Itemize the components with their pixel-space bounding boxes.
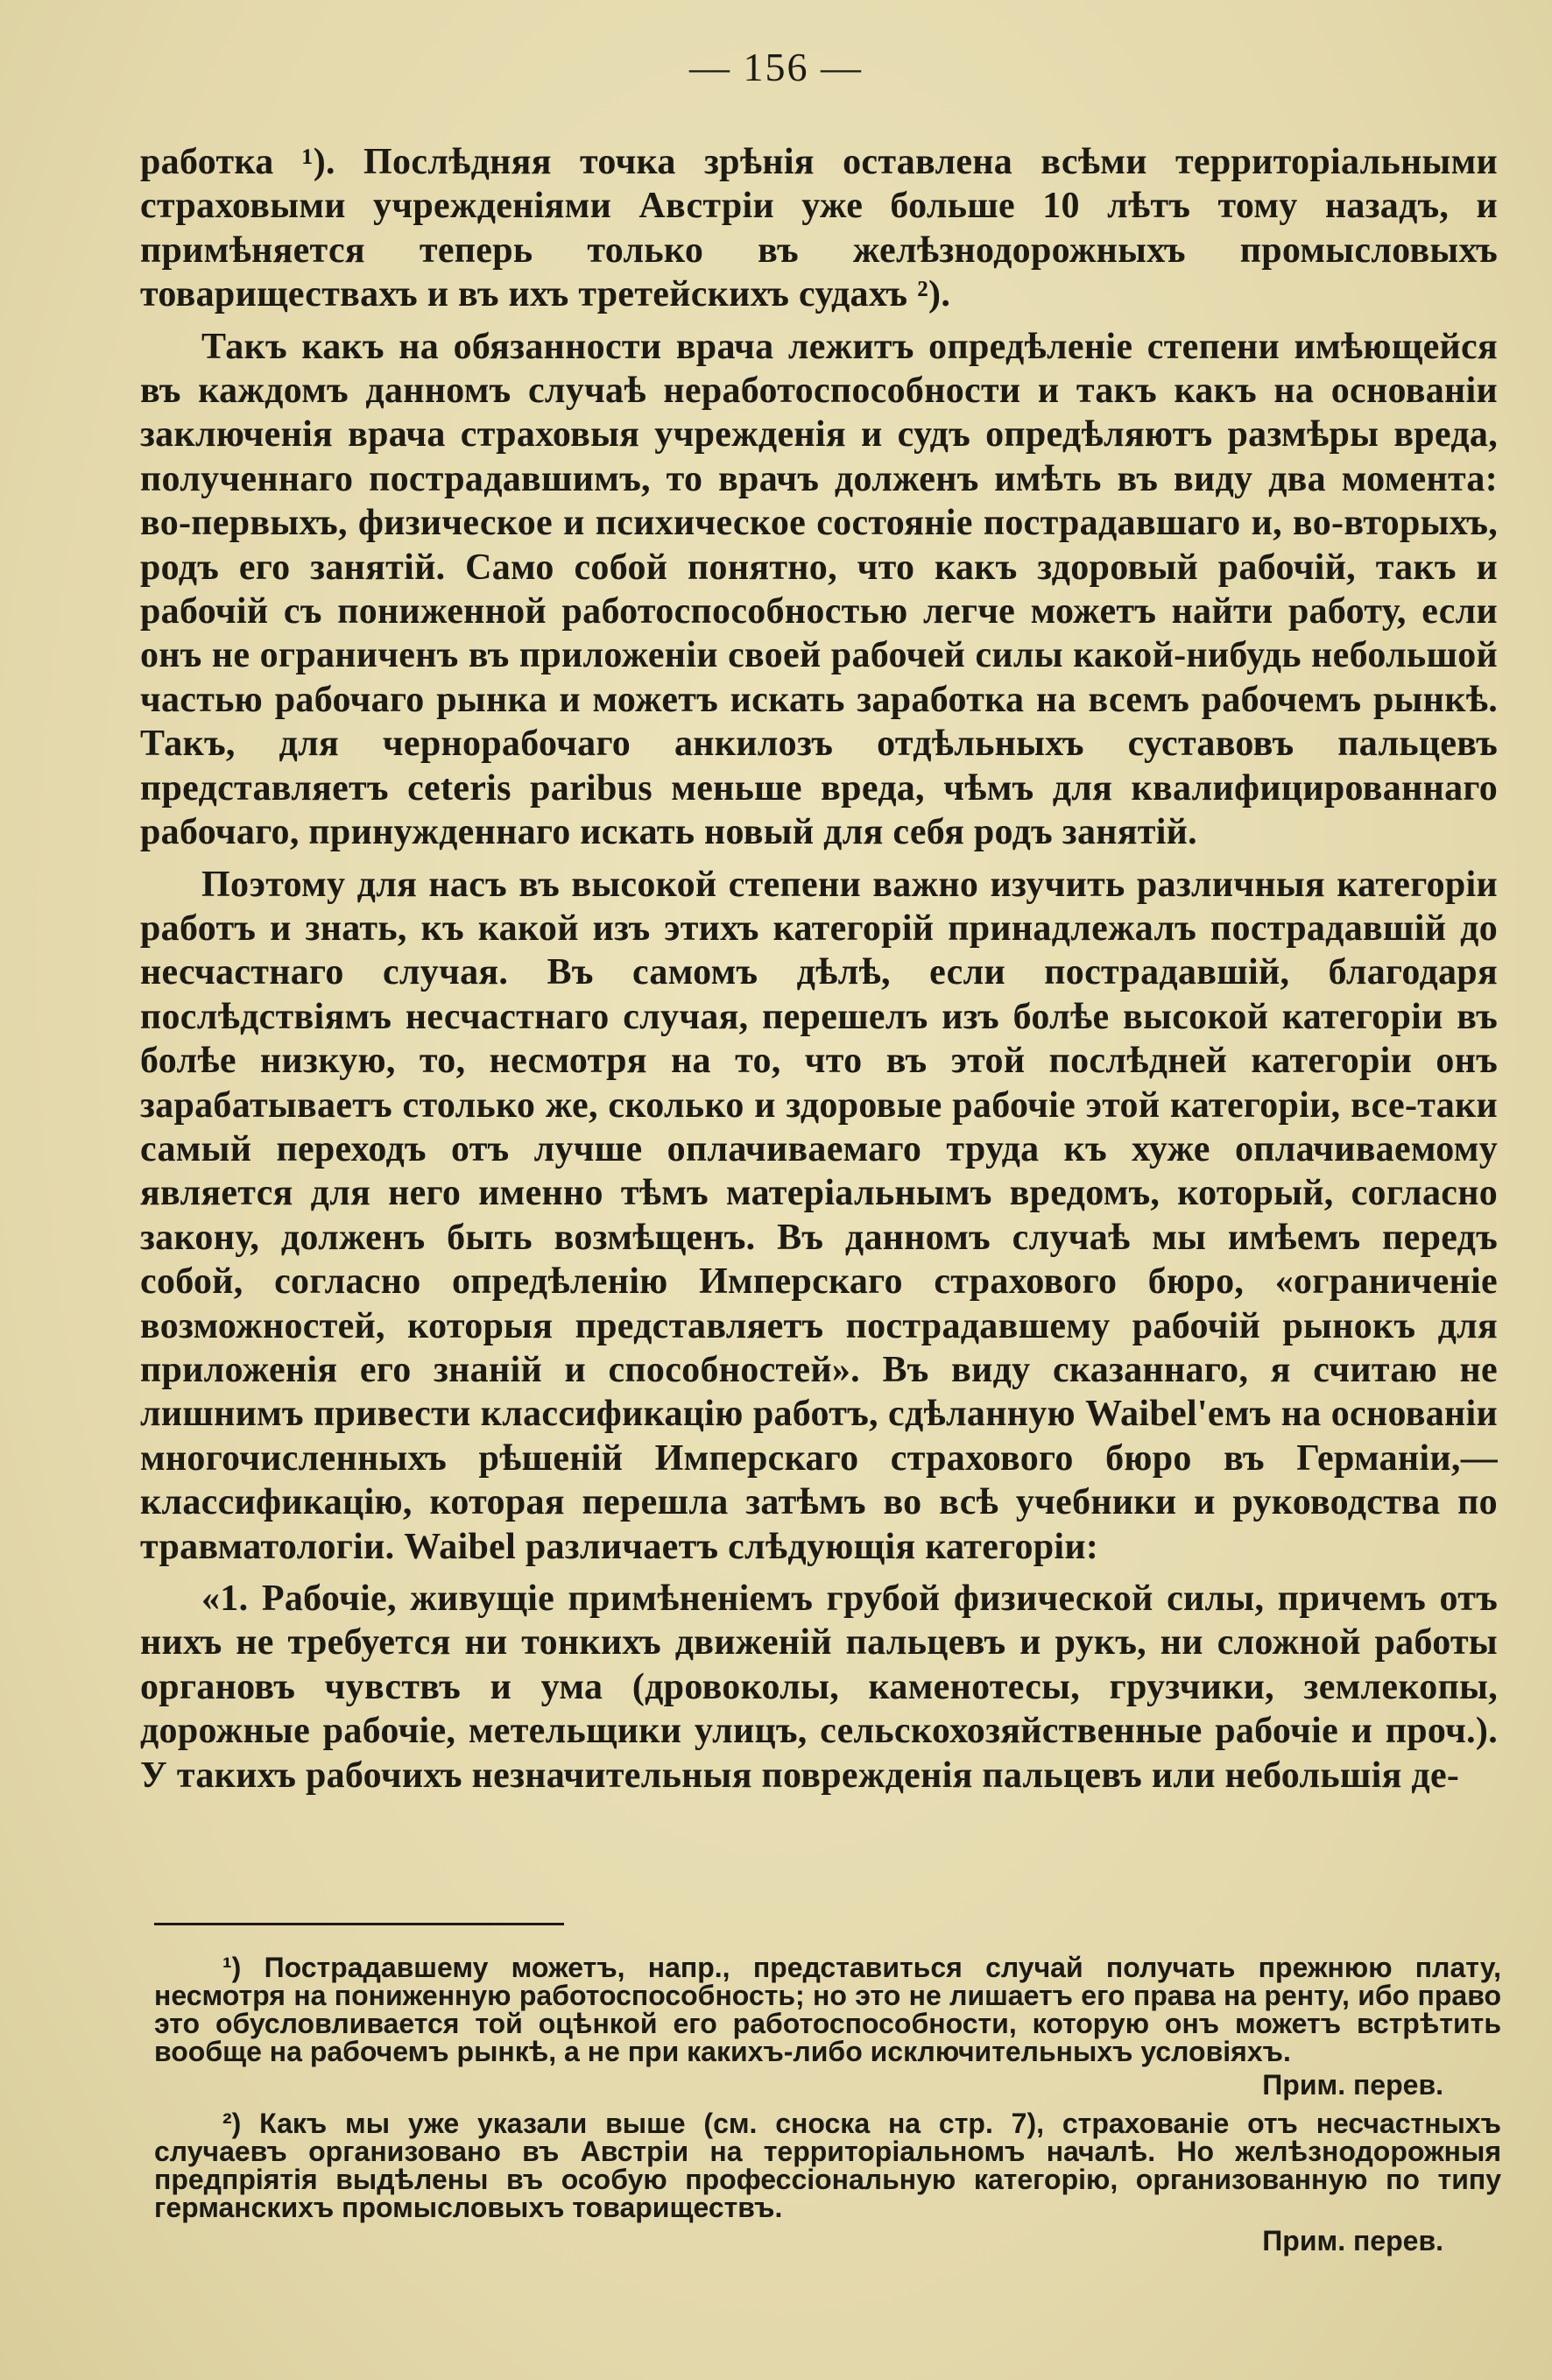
paragraph: «1. Рабочіе, живущіе примѣненіемъ грубой физической силы, причемъ отъ нихъ не требуется ни тонкихъ движеній пальцевъ и рукъ, ни сложной работы органовъ чувствъ и ума (дровоколы, каменотесы, грузчики, землекопы, дорожные рабочіе, метельщики улицъ, сельскохозяйственные рабочіе и проч.). У такихъ рабочихъ незначительныя поврежденія пальцевъ или небольшія де- [140, 1578, 1498, 1796]
footnotes [154, 1953, 1501, 2255]
footnote-2: ²) Какъ мы уже указали выше (см. сноска на стр. 7), страхованіе отъ несчастныхъ случаевъ организовано въ Австріи на территоріальномъ началѣ. Но желѣзнодорожныя предпріятія выдѣлены въ особую профессіональную категорію, организованную по типу германскихъ промысловыхъ товариществъ. [154, 2108, 1501, 2223]
paragraph: Такъ какъ на обязанности врача лежитъ опредѣленіе степени имѣющейся въ каждомъ данномъ случаѣ неработоспособности и такъ какъ на основаніи заключенія врача страховыя учрежденія и судъ опредѣляютъ размѣры вреда, полученнаго пострадавшимъ, то врачъ долженъ имѣть въ виду два момента: во-первыхъ, физическое и психическое состояніе пострадавшаго и, во-вторыхъ, родъ его занятій. Само собой понятно, что какъ здоровый рабочій, такъ и рабочій съ пониженной работоспособностью легче можетъ найти работу, если онъ не ограниченъ въ приложеніи своей рабочей силы какой-нибудь небольшой частью рабочаго рынка и можетъ искать заработка на всемъ рабочемъ рынкѣ. Такъ, для чернорабочаго анкилозъ отдѣльныхъ суставовъ пальцевъ представляетъ ceteris paribus меньше вреда, чѣмъ для квалифицированнаго рабочаго, принужденнаго искать новый для себя родъ занятій. [140, 326, 1498, 853]
footnote-1: ¹) Пострадавшему можетъ, напр., представиться случай получать прежнюю плату, несмотря на пониженную работоспособность; но это не лишаетъ его права на ренту, ибо право это обусловливается той оцѣнкой его работоспособности, которую онъ можетъ встрѣтить вообще на рабочемъ рынкѣ, а не при какихъ-либо исключительныхъ условіяхъ. [154, 1952, 1501, 2067]
footnote-2-signature: Прим. перев. [1262, 2225, 1443, 2256]
page-number: — 156 — [689, 45, 863, 89]
main-text [140, 140, 1498, 1797]
paragraph: работка ¹). Послѣдняя точка зрѣнія оставлена всѣми территоріальными страховыми учрежденіями Австріи уже больше 10 лѣтъ тому назадъ, и примѣняется теперь только въ желѣзнодорожныхъ промысловыхъ товариществахъ и въ ихъ третейскихъ судахъ ²). [140, 142, 1498, 315]
footnote-separator [154, 1923, 564, 1925]
footnote-1-signature: Прим. перев. [1262, 2069, 1443, 2101]
paragraph: Поэтому для насъ въ высокой степени важно изучить различныя категоріи работъ и знать, къ какой изъ этихъ категорій принадлежалъ пострадавшій до несчастнаго случая. Въ самомъ дѣлѣ, если пострадавшій, благодаря послѣдствіямъ несчастнаго случая, перешелъ изъ болѣе высокой категоріи въ болѣе низкую, то, несмотря на то, что въ этой послѣдней категоріи онъ зарабатываетъ столько же, сколько и здоровые рабочіе этой категоріи, все-таки самый переходъ отъ лучше оплачиваемаго труда къ хуже оплачиваемому является для него именно тѣмъ матеріальнымъ вредомъ, который, согласно закону, долженъ быть возмѣщенъ. Въ данномъ случаѣ мы имѣемъ передъ собой, согласно опредѣленію Имперскаго страхового бюро, «ограниченіе возможностей, которыя представляетъ пострадавшему рабочій рынокъ для приложенія его знаній и способностей». Въ виду сказаннаго, я считаю не лишнимъ привести классификацію работъ, сдѣланную Waibel'емъ на основаніи многочисленныхъ рѣшеній Имперскаго страхового бюро въ Германіи,— классификацію, которая перешла затѣмъ во всѣ учебники и руководства по травматологіи. Waibel различаетъ слѣдующія категоріи: [140, 864, 1498, 1567]
